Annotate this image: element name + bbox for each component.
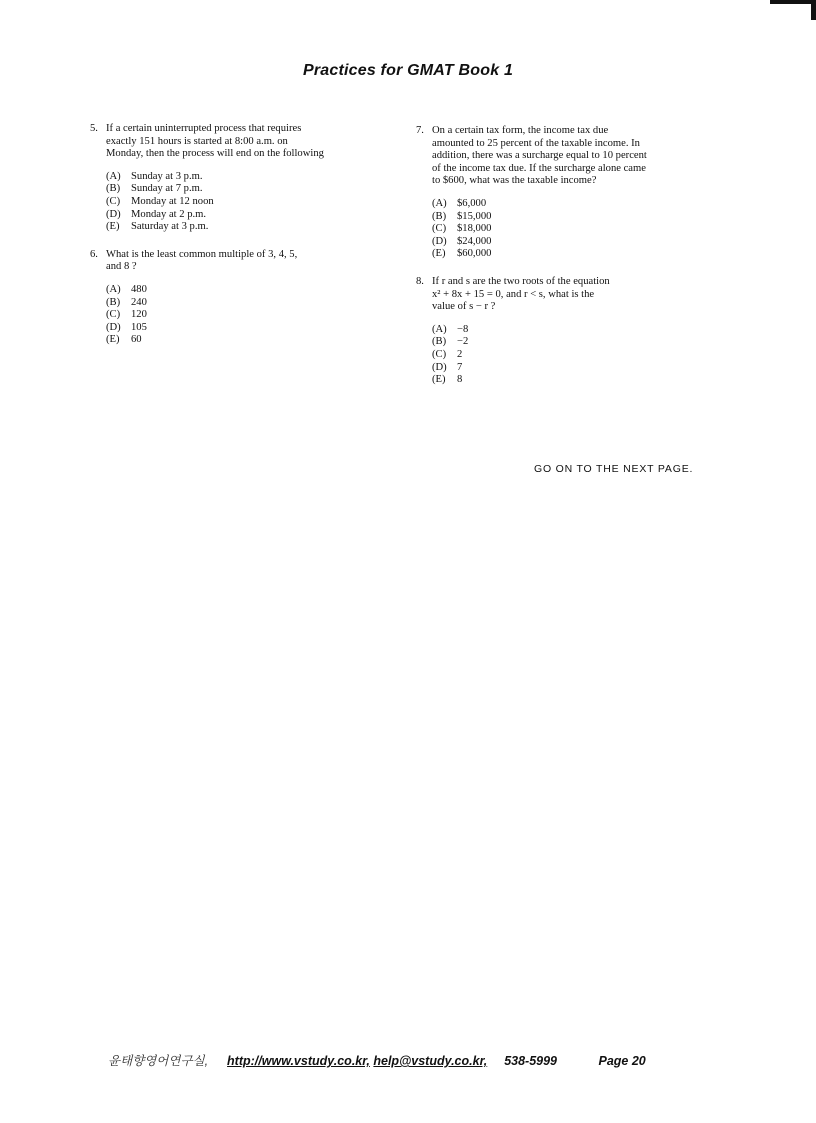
choice-letter: (A) [106, 170, 121, 182]
choice-text: 2 [457, 348, 463, 360]
question-line: What is the least common multiple of 3, 4, 5, [106, 248, 298, 260]
answer-choice[interactable] [106, 196, 380, 209]
continue-notice: GO ON TO THE NEXT PAGE. [534, 463, 694, 475]
choice-letter: (E) [106, 221, 120, 233]
answer-choice[interactable] [432, 248, 716, 261]
choice-letter: (E) [106, 334, 120, 346]
corner-registration-mark [770, 0, 816, 20]
answer-choice[interactable] [106, 171, 380, 184]
answer-choice[interactable] [432, 336, 716, 349]
question-8 [416, 276, 716, 387]
answer-choice[interactable] [432, 198, 716, 211]
answer-choice[interactable] [432, 211, 716, 224]
question-7 [416, 125, 716, 261]
answer-choice[interactable] [106, 183, 380, 196]
choice-letter: (A) [432, 197, 447, 209]
choice-text: $24,000 [457, 235, 492, 247]
choice-text: $6,000 [457, 197, 487, 209]
answer-choices [106, 284, 380, 347]
choice-text: Monday at 12 noon [131, 195, 214, 207]
question-line: value of s − r ? [432, 301, 496, 313]
choice-text: Saturday at 3 p.m. [131, 221, 209, 233]
choice-letter: (B) [432, 210, 447, 222]
choice-text: $15,000 [457, 210, 492, 222]
answer-choice[interactable] [432, 324, 716, 337]
choice-text: 240 [131, 296, 147, 308]
choice-letter: (E) [432, 248, 446, 260]
answer-choices [432, 324, 716, 387]
answer-choice[interactable] [106, 322, 380, 335]
choice-letter: (C) [432, 223, 447, 235]
choice-text: 105 [131, 321, 147, 333]
choice-text: 120 [131, 309, 147, 321]
question-number: 7. [416, 125, 424, 136]
choice-text: 7 [457, 361, 463, 373]
question-line: and 8 ? [106, 261, 137, 273]
choice-letter: (B) [106, 183, 121, 195]
question-5 [90, 123, 380, 234]
answer-choice[interactable] [106, 334, 380, 347]
footer-phone: 538-5999 [504, 1054, 558, 1068]
choice-letter: (C) [432, 348, 447, 360]
question-line: of the income tax due. If the surcharge alone came [432, 162, 646, 174]
choice-text: $18,000 [457, 223, 492, 235]
question-number: 6. [90, 248, 98, 260]
answer-choices [106, 171, 380, 234]
choice-text: Monday at 2 p.m. [131, 208, 207, 220]
choice-letter: (C) [106, 195, 121, 207]
answer-choice[interactable] [106, 284, 380, 297]
question-line: exactly 151 hours is started at 8:00 a.m. on [106, 135, 288, 147]
choice-text: −2 [457, 336, 469, 348]
question-number: 8. [416, 275, 424, 287]
answer-choice[interactable] [432, 362, 716, 375]
choice-text: 8 [457, 374, 463, 386]
choice-letter: (A) [432, 323, 447, 335]
footer-organization: 윤태향영어연구실, [108, 1054, 209, 1068]
answer-choice[interactable] [106, 221, 380, 234]
question-line: Monday, then the process will end on the following [106, 148, 324, 160]
answer-choice[interactable] [106, 297, 380, 310]
page-footer [108, 1051, 646, 1069]
page-title: Practices for GMAT Book 1 [302, 62, 514, 79]
choice-letter: (D) [432, 235, 447, 247]
question-line: If a certain uninterrupted process that requires [106, 123, 302, 134]
question-line: addition, there was a surcharge equal to 10 percent [432, 150, 647, 162]
answer-choice[interactable] [432, 223, 716, 236]
choice-letter: (E) [432, 374, 446, 386]
footer-email-link[interactable]: help@vstudy.co.kr, [373, 1054, 488, 1068]
footer-url-link[interactable]: http://www.vstudy.co.kr, [227, 1054, 370, 1068]
answer-choice[interactable] [432, 374, 716, 387]
answer-choice[interactable] [106, 309, 380, 322]
choice-text: Sunday at 7 p.m. [131, 183, 203, 195]
question-line: to $600, what was the taxable income? [432, 175, 597, 187]
choice-text: −8 [457, 323, 469, 335]
question-line: amounted to 25 percent of the taxable income. In [432, 137, 640, 149]
choice-letter: (D) [106, 321, 121, 333]
question-line: If r and s are the two roots of the equation [432, 275, 610, 287]
answer-choices [432, 198, 716, 261]
choice-letter: (D) [432, 361, 447, 373]
answer-choice[interactable] [106, 209, 380, 222]
choice-text: 60 [131, 334, 142, 346]
choice-text: Sunday at 3 p.m. [131, 170, 203, 182]
choice-letter: (D) [106, 208, 121, 220]
choice-letter: (C) [106, 309, 121, 321]
question-line: On a certain tax form, the income tax due [432, 125, 609, 136]
answer-choice[interactable] [432, 349, 716, 362]
choice-letter: (B) [432, 336, 447, 348]
choice-text: 480 [131, 283, 147, 295]
left-column [90, 123, 380, 362]
choice-letter: (B) [106, 296, 121, 308]
question-number: 5. [90, 123, 98, 134]
answer-choice[interactable] [432, 236, 716, 249]
right-column [416, 125, 716, 402]
question-6 [90, 249, 380, 347]
question-line: x² + 8x + 15 = 0, and r < s, what is the [432, 288, 595, 300]
choice-letter: (A) [106, 283, 121, 295]
page-number: Page 20 [598, 1054, 646, 1068]
choice-text: $60,000 [457, 248, 492, 260]
